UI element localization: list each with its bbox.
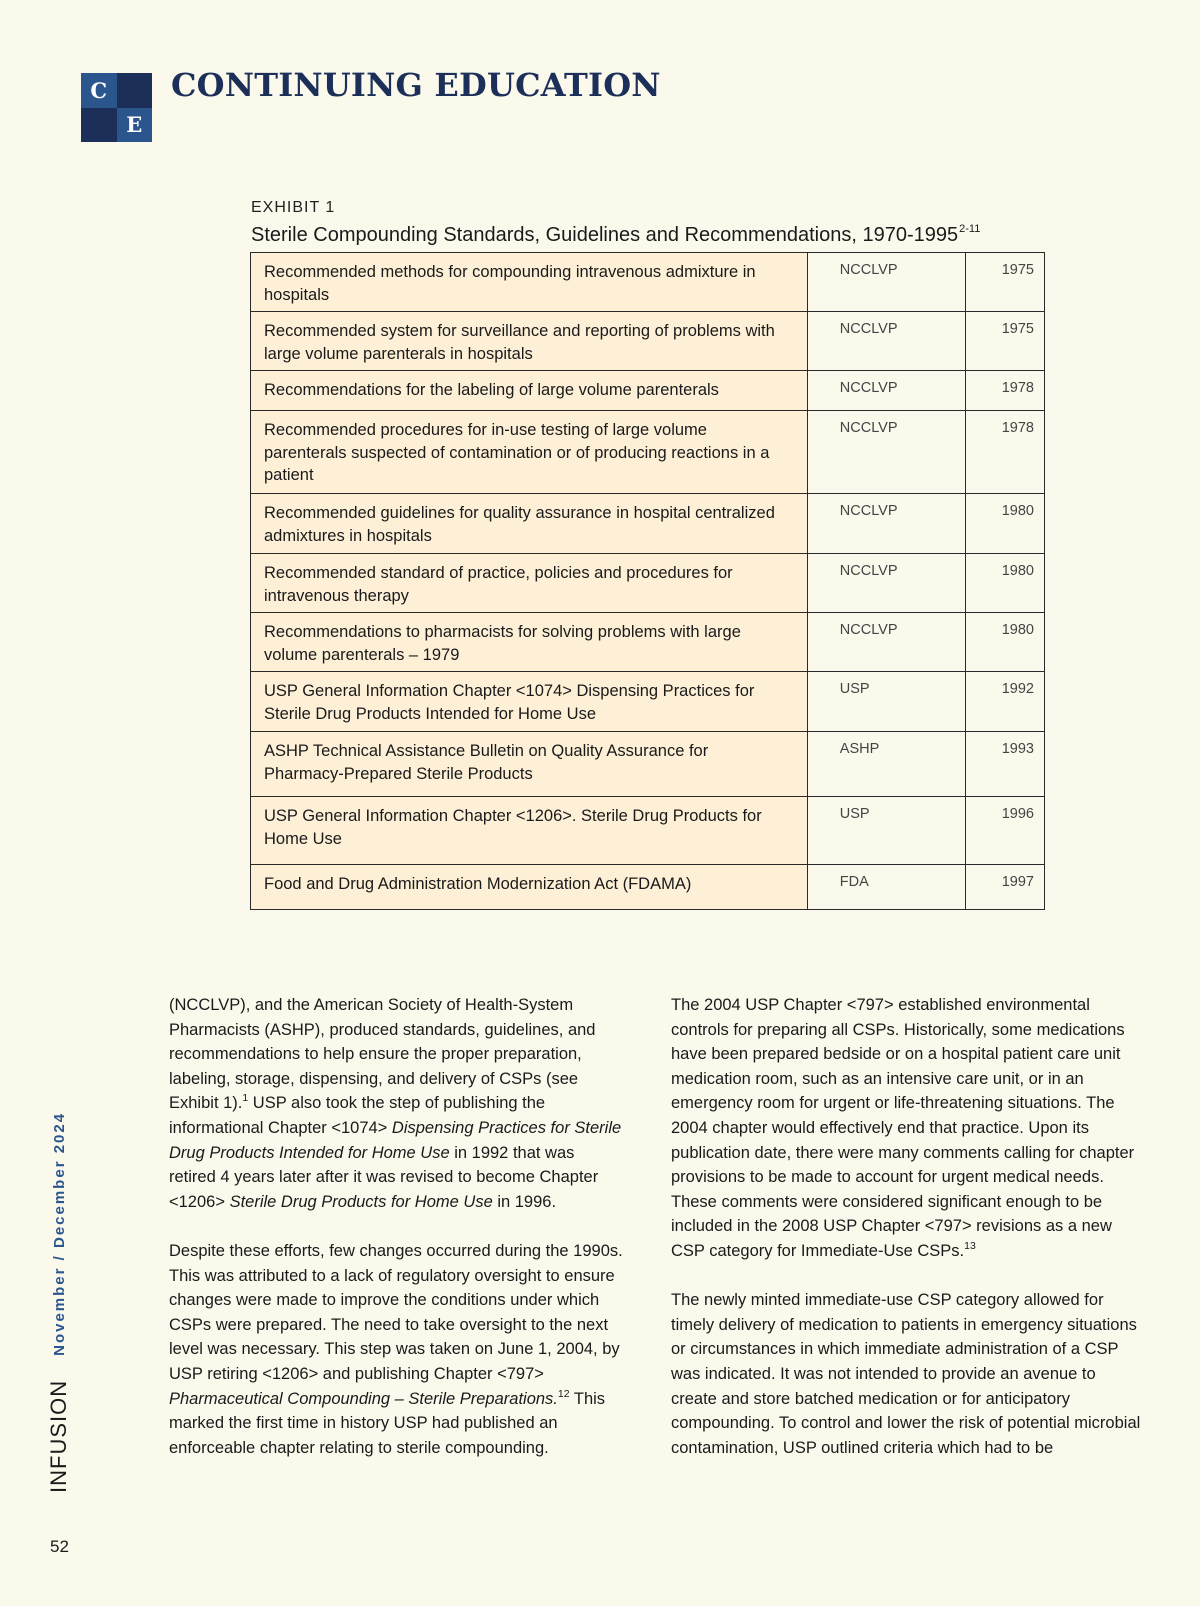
table-row — [251, 411, 1045, 494]
table-cell-title: Recommendations for the labeling of large volume parenterals — [251, 371, 808, 411]
table-cell-title: Recommendations to pharmacists for solving problems with large volume parenterals – 1979 — [251, 613, 808, 672]
logo-letter-c: C — [81, 73, 117, 108]
paragraph-text: This marked the first time in history USP had published an enforceable chapter relating to sterile compounding. — [169, 1389, 606, 1457]
paragraph-text: in 1992 that was retired 4 years later after it was revised to become Chapter <1206> — [169, 1143, 599, 1211]
table-cell-org: NCCLVP — [807, 253, 965, 312]
table-cell-org: USP — [807, 797, 965, 865]
table-cell-title: USP General Information Chapter <1206>. Sterile Drug Products for Home Use — [251, 797, 808, 865]
table-cell-title: Recommended standard of practice, policies and procedures for intravenous therapy — [251, 554, 808, 613]
table-row — [251, 494, 1045, 554]
table-cell-org: FDA — [807, 865, 965, 910]
table-cell-title: Food and Drug Administration Modernization Act (FDAMA) — [251, 865, 808, 910]
ce-logo — [81, 73, 152, 142]
paragraph-text: The 2004 USP Chapter <797> established environmental controls for preparing all CSPs. Historically, some medications have been prepared bedside or on a hospital patient care unit medication room, such as an intensive care unit, or in an emergency room for urgent or life-threatening situations. The 2004 chapter would effectively end that practice. Upon its publication date, there were many comments calling for chapter provisions to be made to account for urgent medical needs. These comments were considered significant enough to be included in the 2008 USP Chapter <797> revisions as a new CSP category for Immediate-Use CSPs. — [671, 996, 1135, 1260]
body-paragraph: The newly minted immediate-use CSP category allowed for timely delivery of medication to patients in emergency situations or circumstances in which immediate administration of a CSP was indicated. It was not intended to provide an avenue to create and store batched medication or for anticipatory compounding. To control and lower the risk of potential microbial contamination, USP outlined criteria which had to be — [671, 1291, 1141, 1457]
chapter-title: Sterile Drug Products for Home Use — [229, 1192, 493, 1211]
table-cell-year: 1980 — [965, 613, 1044, 672]
table-row — [251, 732, 1045, 797]
table-row — [251, 797, 1045, 865]
exhibit-title-reference: 2-11 — [959, 223, 981, 235]
logo-square — [81, 108, 117, 143]
exhibit-title — [251, 223, 980, 247]
paragraph-text: Despite these efforts, few changes occurred during the 1990s. This was attributed to a lack of regulatory oversight to ensure changes were made to improve the conditions under which CSPs were prepared. The need to take oversight to the next level was necessary. This step was taken on June 1, 2004, by USP retiring <1206> and publishing Chapter <797> — [169, 1241, 623, 1383]
sidebar-masthead — [46, 1112, 72, 1493]
chapter-title: Dispensing Practices for Sterile Drug Products Intended for Home Use — [169, 1118, 622, 1162]
table-cell-title: ASHP Technical Assistance Bulletin on Quality Assurance for Pharmacy-Prepared Sterile Products — [251, 732, 808, 797]
logo-square — [117, 73, 153, 108]
page-number: 52 — [50, 1537, 69, 1556]
table-cell-year: 1978 — [965, 411, 1044, 494]
table-cell-year: 1996 — [965, 797, 1044, 865]
reference-number: 12 — [557, 1387, 570, 1400]
table-cell-org: NCCLVP — [807, 494, 965, 554]
table-cell-year: 1993 — [965, 732, 1044, 797]
issue-date: November / December 2024 — [50, 1111, 68, 1356]
table-row — [251, 672, 1045, 732]
table-cell-org: NCCLVP — [807, 371, 965, 411]
exhibit-label: EXHIBIT 1 — [251, 199, 336, 216]
table-cell-org: NCCLVP — [807, 554, 965, 613]
table-cell-org: NCCLVP — [807, 613, 965, 672]
table-cell-year: 1980 — [965, 554, 1044, 613]
logo-letter-e: E — [117, 108, 153, 143]
table-cell-year: 1997 — [965, 865, 1044, 910]
body-column-right — [671, 993, 1141, 1460]
table-row — [251, 613, 1045, 672]
table-cell-year: 1975 — [965, 312, 1044, 371]
magazine-brand: INFUSION — [46, 1379, 71, 1493]
table-cell-year: 1980 — [965, 494, 1044, 554]
table-cell-year: 1978 — [965, 371, 1044, 411]
table-cell-title: Recommended procedures for in-use testing of large volume parenterals suspected of contamination or of producing reactions in a patient — [251, 411, 808, 494]
chapter-title: Pharmaceutical Compounding – Sterile Preparations. — [169, 1389, 558, 1408]
table-row — [251, 253, 1045, 312]
section-title: CONTINUING EDUCATION — [171, 66, 661, 104]
table-cell-org: NCCLVP — [807, 411, 965, 494]
table-row — [251, 312, 1045, 371]
table-cell-org: USP — [807, 672, 965, 732]
table-cell-title: Recommended system for surveillance and reporting of problems with large volume parenterals in hospitals — [251, 312, 808, 371]
table-row — [251, 554, 1045, 613]
table-cell-org: NCCLVP — [807, 312, 965, 371]
table-cell-year: 1975 — [965, 253, 1044, 312]
paragraph-text: (NCCLVP), and the American Society of Health-System Pharmacists (ASHP), produced standards, guidelines, and recommendations to help ensure the proper preparation, labeling, storage, dispensing, and delivery of CSPs (see Exhibit 1). — [169, 996, 596, 1113]
reference-number: 1 — [242, 1092, 249, 1105]
reference-number: 13 — [964, 1239, 976, 1252]
body-paragraph — [671, 993, 1141, 1264]
paragraph-text: USP also took the step of publishing the informational Chapter <1074> — [169, 1094, 546, 1137]
body-column-left — [169, 993, 624, 1460]
body-paragraph — [169, 1239, 624, 1460]
paragraph-text: in 1996. — [492, 1192, 557, 1211]
table-cell-org: ASHP — [807, 732, 965, 797]
table-row — [251, 371, 1045, 411]
table-cell-year: 1992 — [965, 672, 1044, 732]
table-cell-title: Recommended guidelines for quality assurance in hospital centralized admixtures in hospitals — [251, 494, 808, 554]
exhibit-table — [250, 252, 1045, 910]
body-paragraph — [169, 993, 624, 1214]
table-cell-title: Recommended methods for compounding intravenous admixture in hospitals — [251, 253, 808, 312]
exhibit-title-text: Sterile Compounding Standards, Guidelines and Recommendations, 1970-1995 — [251, 224, 959, 246]
table-cell-title: USP General Information Chapter <1074> Dispensing Practices for Sterile Drug Products Intended for Home Use — [251, 672, 808, 732]
table-row — [251, 865, 1045, 910]
